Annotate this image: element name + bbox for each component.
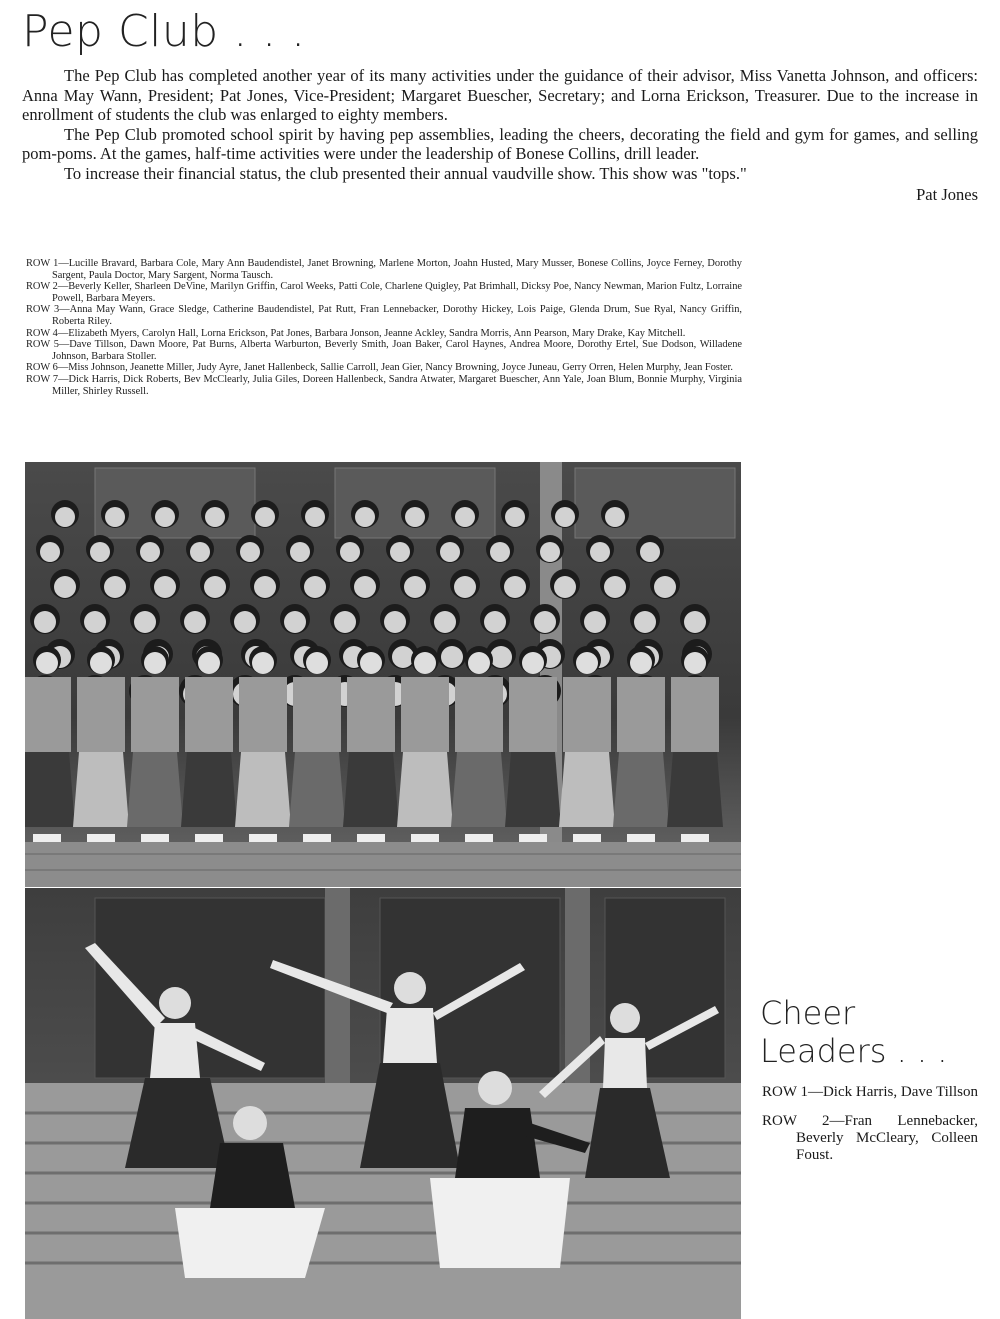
roster-row-4: ROW 4—Elizabeth Myers, Carolyn Hall, Lorna Erickson, Pat Jones, Barbara Jonson, Jeanne Ackley, Sandra Morris, Ann Pearson, Mary Drake, Kay Mitchell. — [26, 327, 686, 339]
cheer-leaders-title — [760, 994, 947, 1070]
cheer-row-1: ROW 1—Dick Harris, Dave Tillson — [762, 1084, 978, 1100]
signature: Pat Jones — [916, 185, 978, 204]
cheer-title-line-1: Cheer — [760, 994, 856, 1032]
cheer-row-2: ROW 2—Fran Lennebacker, Beverly McCleary, Colleen Foust. — [762, 1113, 978, 1163]
intro-text — [22, 66, 978, 205]
cheer-leaders-roster — [762, 1084, 978, 1176]
intro-paragraph-2: The Pep Club promoted school spirit by having pep assemblies, leading the cheers, decorating the field and gym for games, and selling pom-poms. At the games, half-time activities were under the leadership of Bonese Collins, drill leader. — [22, 124, 978, 163]
cheer-title-line-2: Leaders . . . — [760, 1032, 948, 1070]
roster-row-5: ROW 5—Dave Tillson, Dawn Moore, Pat Burns, Alberta Warburton, Beverly Smith, Joan Baker, Carol Haynes, Andrea Moore, Dorothy Ertel, Sue Dodson, Willadene Johnson, Barbara Stoller. — [26, 339, 742, 362]
pep-club-group-photo — [25, 462, 741, 887]
roster-row-3: ROW 3—Anna May Wann, Grace Sledge, Catherine Baudendistel, Pat Rutt, Fran Lennebacker, Dorothy Hickey, Lois Paige, Glenda Drum, Sue Ryal, Nancy Griffin, Roberta Riley. — [26, 304, 742, 327]
roster-row-1: ROW 1—Lucille Bravard, Barbara Cole, Mary Ann Baudendistel, Janet Browning, Marlene Morton, Joahn Husted, Mary Musser, Bonese Collins, Joyce Ferney, Dorothy Sargent, Paula Doctor, Mary Sargent, Norma Tausch. — [26, 258, 742, 281]
roster-row-7: ROW 7—Dick Harris, Dick Roberts, Bev McClearly, Julia Giles, Doreen Hallenbeck, Sandra Atwater, Margaret Buescher, Ann Yale, Joan Blum, Bonnie Murphy, Virginia Miller, Shirley Russell. — [26, 373, 742, 397]
intro-paragraph-3: To increase their financial status, the club presented their annual vaudville show. This show was "tops." — [64, 163, 747, 183]
page-title: Pep Club . . . — [22, 6, 306, 57]
cheer-leaders-photo — [25, 888, 741, 1319]
pep-club-roster — [26, 258, 742, 397]
roster-row-6: ROW 6—Miss Johnson, Jeanette Miller, Judy Ayre, Janet Hallenbeck, Sallie Carroll, Jean Gier, Nancy Browning, Joyce Juneau, Gerry Orren, Helen Murphy, Jean Foster. — [26, 362, 733, 374]
intro-paragraph-1: The Pep Club has completed another year of its many activities under the guidance of their advisor, Miss Vanetta Johnson, and officers: Anna May Wann, President; Pat Jones, Vice-President; Margaret Buescher, Secretary; and Lorna Erickson, Treasurer. Due to the increase in enrollment of students the club was enlarged to eighty members. — [22, 66, 978, 124]
roster-row-2: ROW 2—Beverly Keller, Sharleen DeVine, Marilyn Griffin, Carol Weeks, Patti Cole, Charlene Quigley, Pat Brimhall, Dicksy Poe, Nancy Newman, Marion Fultz, Lorraine Powell, Barbara Meyers. — [26, 281, 742, 304]
